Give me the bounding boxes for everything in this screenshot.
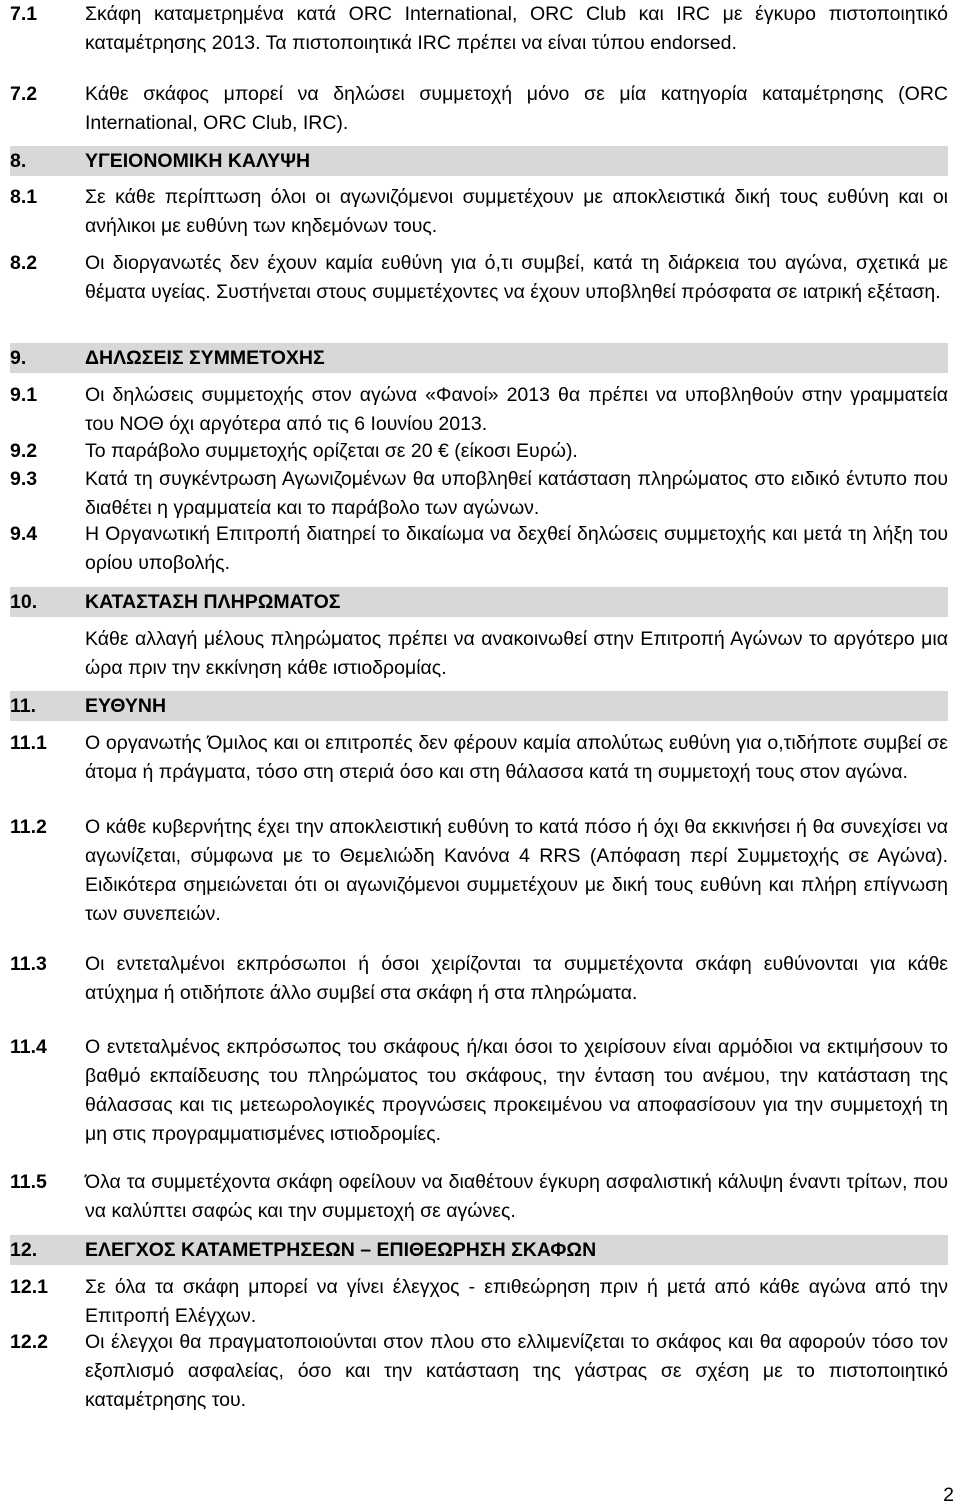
- clause-8-2: [10, 249, 948, 307]
- clause-number: 9.4: [10, 523, 38, 545]
- clause-number: 12.2: [10, 1331, 48, 1353]
- clause-9-4: [10, 520, 948, 578]
- clause-number: 9.2: [10, 440, 38, 462]
- clause-text: Ο εντεταλμένος εκπρόσωπος του σκάφους ή/και όσοι το χειρίσουν είναι αρμόδιοι να εκτιμήσουν το βαθμό εκπαίδευσης του πληρώματος του σκάφους, την ένταση του ανέμου, την κατάσταση της θάλασσας και τις μετεωρολογικές προγνώσεις προκειμένου να αποφασίσουν για την συμμετοχή τη μη στις προγραμματισμένες ιστιοδρομίες.: [85, 1036, 948, 1145]
- section-heading-11: [10, 691, 948, 721]
- clause-number: 7.2: [10, 83, 38, 105]
- section-title: ΕΛΕΓΧΟΣ ΚΑΤΑΜΕΤΡΗΣΕΩΝ – ΕΠΙΘΕΩΡΗΣΗ ΣΚΑΦΩΝ: [85, 1239, 597, 1261]
- clause-text: Όλα τα συμμετέχοντα σκάφη οφείλουν να διαθέτουν έγκυρη ασφαλιστική κάλυψη έναντι τρίτων, που να καλύπτει σαφώς και την συμμετοχή σε αγώνες.: [85, 1171, 948, 1222]
- section-number: 10.: [10, 591, 38, 613]
- clause-text: Ο κάθε κυβερνήτης έχει την αποκλειστική ευθύνη το κατά πόσο ή όχι θα εκκινήσει ή θα συνεχίσει να αγωνίζεται, σύμφωνα με το Θεμελιώδη Κανόνα 4 RRS (Απόφαση περί Συμμετοχής σε Αγώνα). Ειδικότερα σημειώνεται ότι οι αγωνιζόμενοι συμμετέχουν με δική τους ευθύνη και πλήρη επίγνωση των συνεπειών.: [85, 816, 948, 925]
- clause-text: Κατά τη συγκέντρωση Αγωνιζομένων θα υποβληθεί κατάσταση πληρώματος στο ειδικό έντυπο που διαθέτει η γραμματεία και το παράβολο των αγώνων.: [85, 468, 948, 519]
- section-heading-10: [10, 587, 948, 617]
- page-number: 2: [943, 1484, 954, 1506]
- clause-11-2: [10, 813, 948, 929]
- section-heading-9: [10, 343, 948, 373]
- clause-7-1: [10, 0, 948, 58]
- clause-text: Το παράβολο συμμετοχής ορίζεται σε 20 € (είκοσι Ευρώ).: [85, 440, 578, 462]
- clause-12-1: [10, 1273, 948, 1331]
- section-title: ΚΑΤΑΣΤΑΣΗ ΠΛΗΡΩΜΑΤΟΣ: [85, 591, 341, 613]
- clause-9-2: [10, 437, 948, 466]
- section-heading-12: [10, 1235, 948, 1265]
- section-title: ΕΥΘΥΝΗ: [85, 695, 167, 717]
- clause-text: Οι διοργανωτές δεν έχουν καμία ευθύνη για ό,τι συμβεί, κατά τη διάρκεια του αγώνα, σχετικά με θέματα υγείας. Συστήνεται στους συμμετέχοντες να έχουν υποβληθεί πρόσφατα σε ιατρική εξέταση.: [85, 252, 948, 303]
- clause-number: 11.5: [10, 1171, 47, 1193]
- clause-12-2: [10, 1328, 948, 1415]
- clause-8-1: [10, 183, 948, 241]
- paragraph-10: [10, 625, 948, 683]
- clause-number: 11.4: [10, 1036, 47, 1058]
- clause-number: 7.1: [10, 3, 38, 25]
- clause-text: Οι εντεταλμένοι εκπρόσωποι ή όσοι χειρίζονται τα συμμετέχοντα σκάφη ευθύνονται για κάθε ατύχημα ή οτιδήποτε άλλο συμβεί στα σκάφη ή στα πληρώματα.: [85, 953, 948, 1004]
- clause-text: Σε κάθε περίπτωση όλοι οι αγωνιζόμενοι συμμετέχουν με αποκλειστικά δική τους ευθύνη και οι ανήλικοι με ευθύνη των κηδεμόνων τους.: [85, 186, 948, 237]
- clause-number: 9.1: [10, 384, 38, 406]
- clause-number: 8.2: [10, 252, 38, 274]
- clause-text: Η Οργανωτική Επιτροπή διατηρεί το δικαίωμα να δεχθεί δηλώσεις συμμετοχής και μετά τη λήξη του ορίου υποβολής.: [85, 523, 948, 574]
- clause-11-4: [10, 1033, 948, 1149]
- section-heading-8: [10, 146, 948, 176]
- clause-11-5: [10, 1168, 948, 1226]
- clause-text: Σκάφη καταμετρημένα κατά ORC International, ORC Club και IRC με έγκυρο πιστοποιητικό καταμέτρησης 2013. Τα πιστοποιητικά IRC πρέπει να είναι τύπου endorsed.: [85, 3, 948, 54]
- clause-number: 11.2: [10, 816, 47, 838]
- clause-11-1: [10, 729, 948, 787]
- clause-9-3: [10, 465, 948, 523]
- section-number: 8.: [10, 150, 27, 172]
- clause-11-3: [10, 950, 948, 1008]
- clause-text: Σε όλα τα σκάφη μπορεί να γίνει έλεγχος - επιθεώρηση πριν ή μετά από κάθε αγώνα από την Επιτροπή Ελέγχων.: [85, 1276, 948, 1327]
- clause-text: Κάθε αλλαγή μέλους πληρώματος πρέπει να ανακοινωθεί στην Επιτροπή Αγώνων το αργότερο μια ώρα πριν την εκκίνηση κάθε ιστιοδρομίας.: [85, 628, 948, 679]
- section-title: ΔΗΛΩΣΕΙΣ ΣΥΜΜΕΤΟΧΗΣ: [85, 347, 325, 369]
- section-number: 9.: [10, 347, 27, 369]
- clause-text: Ο οργανωτής Όμιλος και οι επιτροπές δεν φέρουν καμία απολύτως ευθύνη για ο,τιδήποτε συμβεί σε άτομα ή πράγματα, τόσο στη στεριά όσο και στη θάλασσα κατά τη συμμετοχή τους στον αγώνα.: [85, 732, 948, 783]
- clause-text: Οι δηλώσεις συμμετοχής στον αγώνα «Φανοί» 2013 θα πρέπει να υποβληθούν στην γραμματεία του ΝΟΘ όχι αργότερα από τις 6 Ιουνίου 2013.: [85, 384, 948, 435]
- section-number: 12.: [10, 1239, 38, 1261]
- section-title: ΥΓΕΙΟΝΟΜΙΚΗ ΚΑΛΥΨΗ: [85, 150, 311, 172]
- clause-7-2: [10, 80, 948, 138]
- clause-number: 11.1: [10, 732, 47, 754]
- clause-text: Κάθε σκάφος μπορεί να δηλώσει συμμετοχή μόνο σε μία κατηγορία καταμέτρησης (ORC International, ORC Club, IRC).: [85, 83, 948, 134]
- section-number: 11.: [10, 695, 37, 717]
- clause-text: Οι έλεγχοι θα πραγματοποιούνται στον πλου στο ελλιμενίζεται το σκάφος και θα αφορούν τόσο τον εξοπλισμό ασφαλείας, όσο και την κατάσταση της γάστρας σε σχέση με το πιστοποιητικό καταμέτρησης του.: [85, 1331, 948, 1411]
- clause-number: 11.3: [10, 953, 47, 975]
- clause-9-1: [10, 381, 948, 439]
- clause-number: 12.1: [10, 1276, 48, 1298]
- clause-number: 8.1: [10, 186, 38, 208]
- clause-number: 9.3: [10, 468, 38, 490]
